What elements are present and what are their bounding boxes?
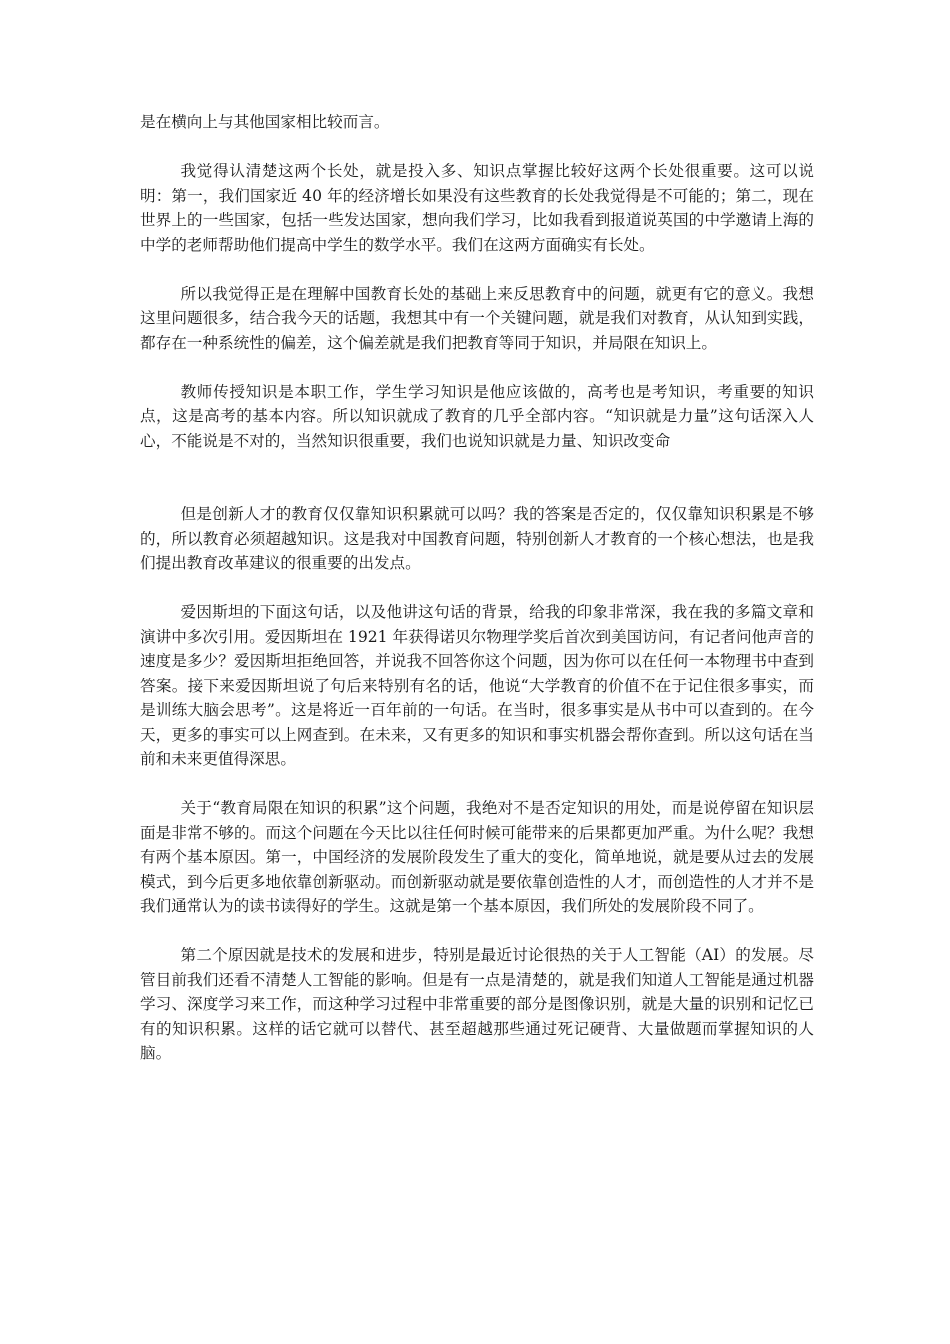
- paragraph-5: 但是创新人才的教育仅仅靠知识积累就可以吗？我的答案是否定的，仅仅靠知识积累是不够的，所以教育必须超越知识。这是我对中国教育问题，特别创新人才教育的一个核心想法，也是我们提出教育改革建议的很重要的出发点。: [140, 505, 814, 572]
- paragraph-4: 教师传授知识是本职工作，学生学习知识是他应该做的，高考也是考知识，考重要的知识点，这是高考的基本内容。所以知识就成了教育的几乎全部内容。“知识就是力量”这句话深入人心，不能说是不对的，当然知识很重要，我们也说知识就是力量、知识改变命: [140, 382, 814, 450]
- document-page: [140, 110, 814, 1090]
- paragraph-6: 爱因斯坦的下面这句话，以及他讲这句话的背景，给我的印象非常深，我在我的多篇文章和演讲中多次引用。爱因斯坦在 1921 年获得诺贝尔物理学奖后首次到美国访问，有记者问他声音的速度是多少？爱因斯坦拒绝回答，并说我不回答你这个问题，因为你可以在任何一本物理书中查到答案。接下来爱因斯坦说了句后来特别有名的话，他说“大学教育的价值不在于记住很多事实，而是训练大脑会思考”。这是将近一百年前的一句话。在当时，很多事实是从书中可以查到的。在今天，更多的事实可以上网查到。在未来，又有更多的知识和事实机器会帮你查到。所以这句话在当前和未来更值得深思。: [140, 603, 814, 768]
- paragraph-8: 第二个原因就是技术的发展和进步，特别是最近讨论很热的关于人工智能（AI）的发展。尽管目前我们还看不清楚人工智能的影响。但是有一点是清楚的，就是我们知道人工智能是通过机器学习、深度学习来工作，而这种学习过程中非常重要的部分是图像识别，就是大量的识别和记忆已有的知识积累。这样的话它就可以替代、甚至超越那些通过死记硬背、大量做题而掌握知识的人脑。: [140, 946, 814, 1062]
- paragraph-7: 关于“教育局限在知识的积累”这个问题，我绝对不是否定知识的用处，而是说停留在知识层面是非常不够的。而这个问题在今天比以往任何时候可能带来的后果都更加严重。为什么呢？我想有两个基本原因。第一，中国经济的发展阶段发生了重大的变化，简单地说，就是要从过去的发展模式，到今后更多地依靠创新驱动。而创新驱动就是要依靠创造性的人才，而创造性的人才并不是我们通常认为的读书读得好的学生。这就是第一个基本原因，我们所处的发展阶段不同了。: [140, 799, 814, 915]
- paragraph-2: 我觉得认清楚这两个长处，就是投入多、知识点掌握比较好这两个长处很重要。这可以说明：第一，我们国家近 40 年的经济增长如果没有这些教育的长处我觉得是不可能的；第二，现在世界上的一些国家，包括一些发达国家，想向我们学习，比如我看到报道说英国的中学邀请上海的中学的老师帮助他们提高中学生的数学水平。我们在这两方面确实有长处。: [140, 162, 814, 254]
- section-gap: [140, 478, 814, 503]
- paragraph-1: 是在横向上与其他国家相比较而言。: [140, 113, 390, 131]
- paragraph-3: 所以我觉得正是在理解中国教育长处的基础上来反思教育中的问题，就更有它的意义。我想这里问题很多，结合我今天的话题，我想其中有一个关键问题，就是我们对教育，从认知到实践，都存在一种系统性的偏差，这个偏差就是我们把教育等同于知识，并局限在知识上。: [140, 284, 814, 352]
